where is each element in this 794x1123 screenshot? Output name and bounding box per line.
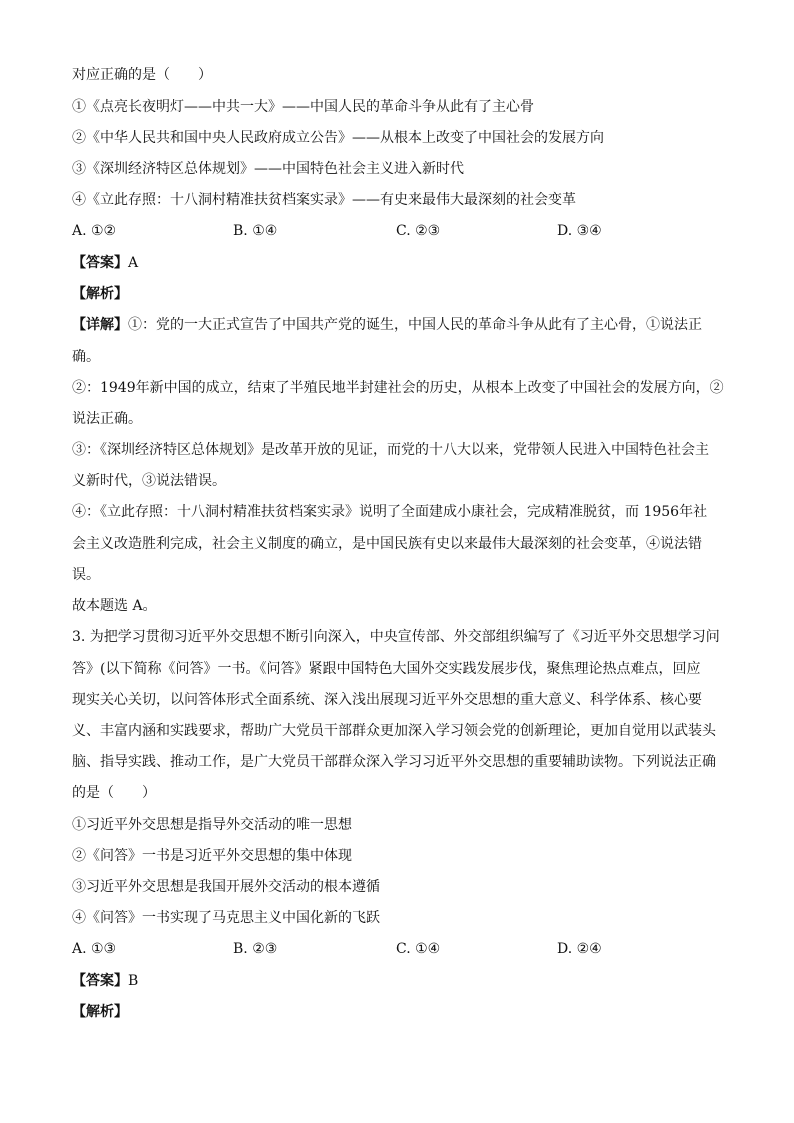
answer-tag: 【答案】 bbox=[72, 973, 128, 989]
q2-option-b: B. ①④ bbox=[233, 223, 278, 239]
q2-item-3: ③《深圳经济特区总体规划》——中国特色社会主义进入新时代 bbox=[72, 161, 464, 177]
q2-detail-line-4: 说法正确。 bbox=[72, 411, 142, 427]
q3-analysis-tag: 【解析】 bbox=[72, 1004, 128, 1020]
q2-detail-line-6: 义新时代，③说法错误。 bbox=[72, 473, 226, 489]
q3-stem-line-6: 的是（ ） bbox=[72, 785, 156, 801]
q2-detail-line-9: 误。 bbox=[72, 567, 100, 583]
q3-item-2: ②《问答》一书是习近平外交思想的集中体现 bbox=[72, 848, 352, 864]
q3-item-1: ①习近平外交思想是指导外交活动的唯一思想 bbox=[72, 817, 352, 833]
q3-item-3: ③习近平外交思想是我国开展外交活动的根本遵循 bbox=[72, 879, 380, 895]
q2-analysis-tag: 【解析】 bbox=[72, 286, 128, 302]
q2-detail-line-8: 会主义改造胜利完成，社会主义制度的确立，是中国民族有史以来最伟大最深刻的社会变革，④说法错 bbox=[72, 536, 702, 552]
q2-detail-line-5: ③：《深圳经济特区总体规划》是改革开放的见证，而党的十八大以来，党带领人民进入中国特色社会主 bbox=[72, 442, 709, 458]
q3-answer bbox=[72, 972, 138, 990]
q2-item-2: ②《中华人民共和国中央人民政府成立公告》——从根本上改变了中国社会的发展方向 bbox=[72, 130, 604, 146]
q3-item-4: ④《问答》一书实现了马克思主义中国化新的飞跃 bbox=[72, 910, 380, 926]
answer-tag: 【答案】 bbox=[72, 255, 128, 271]
q2-option-d: D. ③④ bbox=[557, 223, 602, 239]
q3-stem-line-1: 3. 为把学习贯彻习近平外交思想不断引向深入，中央宣传部、外交部组织编写了《习近平外交思想学习问 bbox=[72, 629, 720, 645]
answer-value: A bbox=[128, 255, 139, 271]
detail-tag: 【详解】 bbox=[72, 317, 128, 333]
detail-text: ①：党的一大正式宣告了中国共产党的诞生，中国人民的革命斗争从此有了主心骨，①说法正 bbox=[128, 317, 702, 333]
q3-stem-line-3: 现实关心关切，以问答体形式全面系统、深入浅出展现习近平外交思想的重大意义、科学体系、核心要 bbox=[72, 692, 702, 708]
q3-option-d: D. ②④ bbox=[557, 941, 602, 957]
q2-item-1: ①《点亮长夜明灯——中共一大》——中国人民的革命斗争从此有了主心骨 bbox=[72, 99, 534, 115]
q2-detail-line-2: 确。 bbox=[72, 349, 100, 365]
q2-detail-line-7: ④：《立此存照：十八洞村精准扶贫档案实录》说明了全面建成小康社会，完成精准脱贫，而 1956年社 bbox=[72, 504, 708, 520]
q3-stem-line-5: 脑、指导实践、推动工作，是广大党员干部群众深入学习习近平外交思想的重要辅助读物。下列说法正确 bbox=[72, 754, 716, 770]
q3-option-c: C. ①④ bbox=[396, 941, 441, 957]
q3-option-b: B. ②③ bbox=[233, 941, 278, 957]
q2-detail-line-3: ②：1949年新中国的成立，结束了半殖民地半封建社会的历史，从根本上改变了中国社会的发展方向，② bbox=[72, 380, 724, 396]
q2-detail-line-1 bbox=[72, 316, 702, 334]
q2-answer bbox=[72, 254, 138, 272]
q2-option-a: A. ①② bbox=[72, 223, 117, 239]
q2-item-4: ④《立此存照：十八洞村精准扶贫档案实录》——有史来最伟大最深刻的社会变革 bbox=[72, 192, 576, 208]
q3-stem-line-2: 答》(以下简称《问答》一书。《问答》紧跟中国特色大国外交实践发展步伐，聚焦理论热点难点，回应 bbox=[72, 661, 701, 677]
q2-conclusion: 故本题选 A。 bbox=[72, 598, 157, 614]
answer-value: B bbox=[128, 973, 139, 989]
q2-stem-tail: 对应正确的是（ ） bbox=[72, 67, 212, 83]
q2-option-c: C. ②③ bbox=[396, 223, 441, 239]
q3-stem-line-4: 义、丰富内涵和实践要求，帮助广大党员干部群众更加深入学习领会党的创新理论，更加自觉用以武装头 bbox=[72, 723, 716, 739]
q3-option-a: A. ①③ bbox=[72, 941, 117, 957]
